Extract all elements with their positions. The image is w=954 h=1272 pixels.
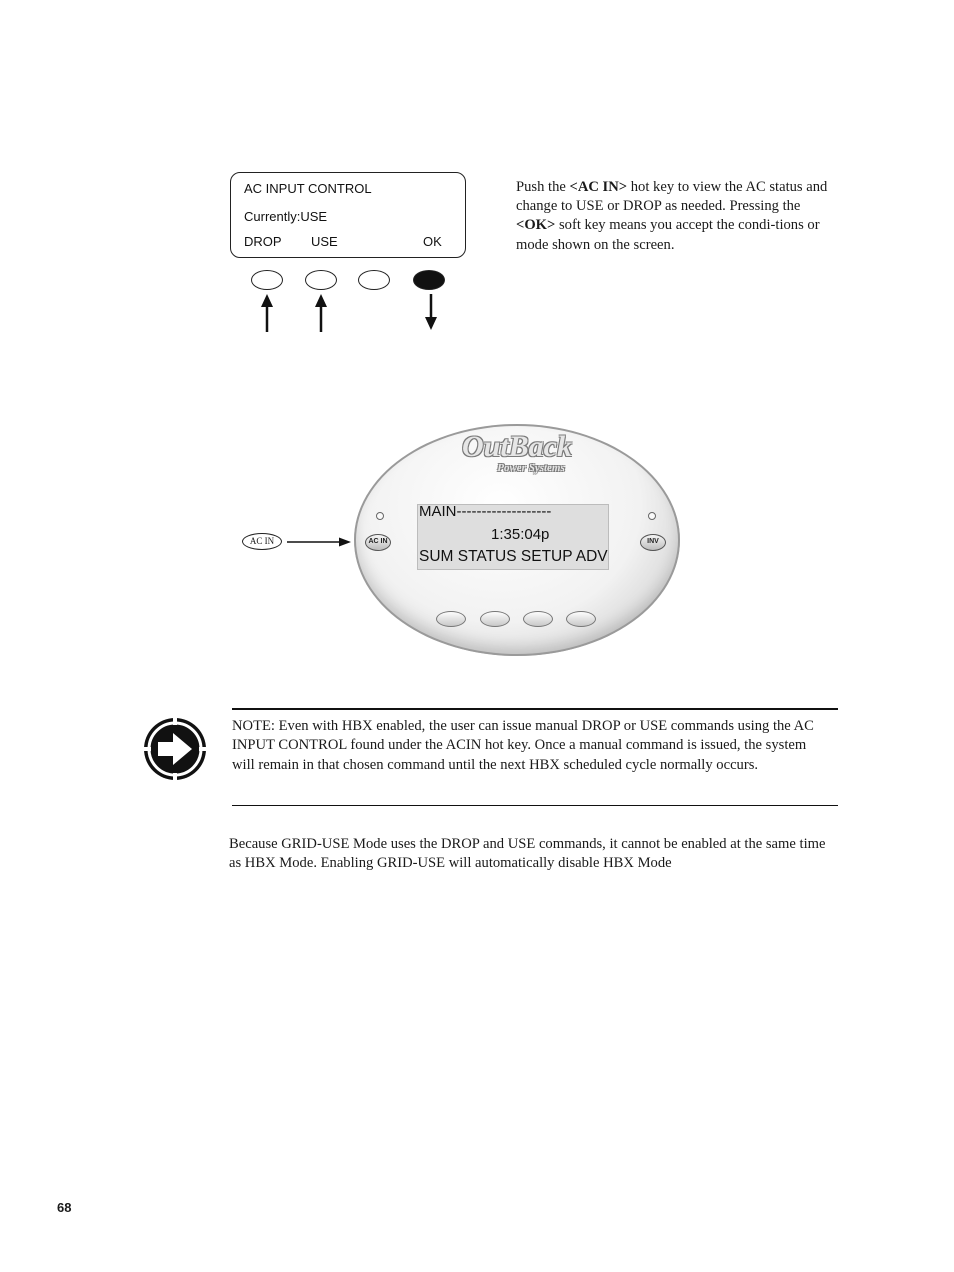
arrow-right-icon [142,716,208,782]
softkey-4-button[interactable] [413,270,445,290]
logo-sub: Power Systems [497,462,565,474]
softkey-1-button[interactable] [251,270,283,290]
arrow-down-icon [425,294,437,330]
ac-in-callout-label: AC IN [242,533,282,550]
display-line-3: SUM STATUS SETUP ADV [419,548,608,565]
lcd-screen [230,172,466,258]
softkey-2-button[interactable] [305,270,337,290]
lcd-status: Currently:USE [244,209,328,224]
lcd-title: AC INPUT CONTROL [244,181,372,196]
display-line-1: MAIN------------------- [419,503,552,520]
lcd-softkey-use: USE [311,234,338,249]
lcd-softkey-ok: OK [423,234,442,249]
intro-text: soft key means you accept the condi-tions or mode shown on the screen. [516,217,820,253]
arrow-up-icon [315,294,327,332]
device-softkey-3-button[interactable] [523,611,553,627]
note-top-rule [232,708,838,710]
note-bottom-rule [232,805,838,806]
outback-logo [452,432,582,474]
lcd-softkey-drop: DROP [244,234,282,249]
ac-in-hotkey-button[interactable]: AC IN [365,534,391,551]
softkey-arrows [240,290,450,334]
led-right-icon [648,512,656,520]
device-softkey-1-button[interactable] [436,611,466,627]
intro-text: hot key to view the AC status and change to USE or DROP as needed. Pressing the [516,179,828,215]
arrow-up-icon [261,294,273,332]
intro-paragraph [516,178,834,255]
callout-arrow-icon [285,534,355,550]
note-text: NOTE: Even with HBX enabled, the user can issue manual DROP or USE commands using the AC INPUT CONTROL found under the ACIN hot key. Once a manual command is issued, the system will remain in that chosen command until the next HBX scheduled cycle normally occurs. [232,718,814,773]
device-softkey-2-button[interactable] [480,611,510,627]
body-paragraph: Because GRID-USE Mode uses the DROP and USE commands, it cannot be enabled at the same time as HBX Mode. Enabling GRID-USE will automatically disable HBX Mode [229,836,826,872]
softkey-3-button[interactable] [358,270,390,290]
intro-key-ok: <OK> [516,217,556,234]
intro-key-acin: <AC IN> [569,179,628,195]
page-number: 68 [57,1200,72,1215]
inv-hotkey-button[interactable]: INV [640,534,666,551]
led-left-icon [376,512,384,520]
device-softkey-4-button[interactable] [566,611,596,627]
display-line-2: 1:35:04p [491,526,550,543]
device-display [417,504,609,570]
intro-text: Push the [516,179,570,195]
logo-brand: OutBack [461,430,572,463]
